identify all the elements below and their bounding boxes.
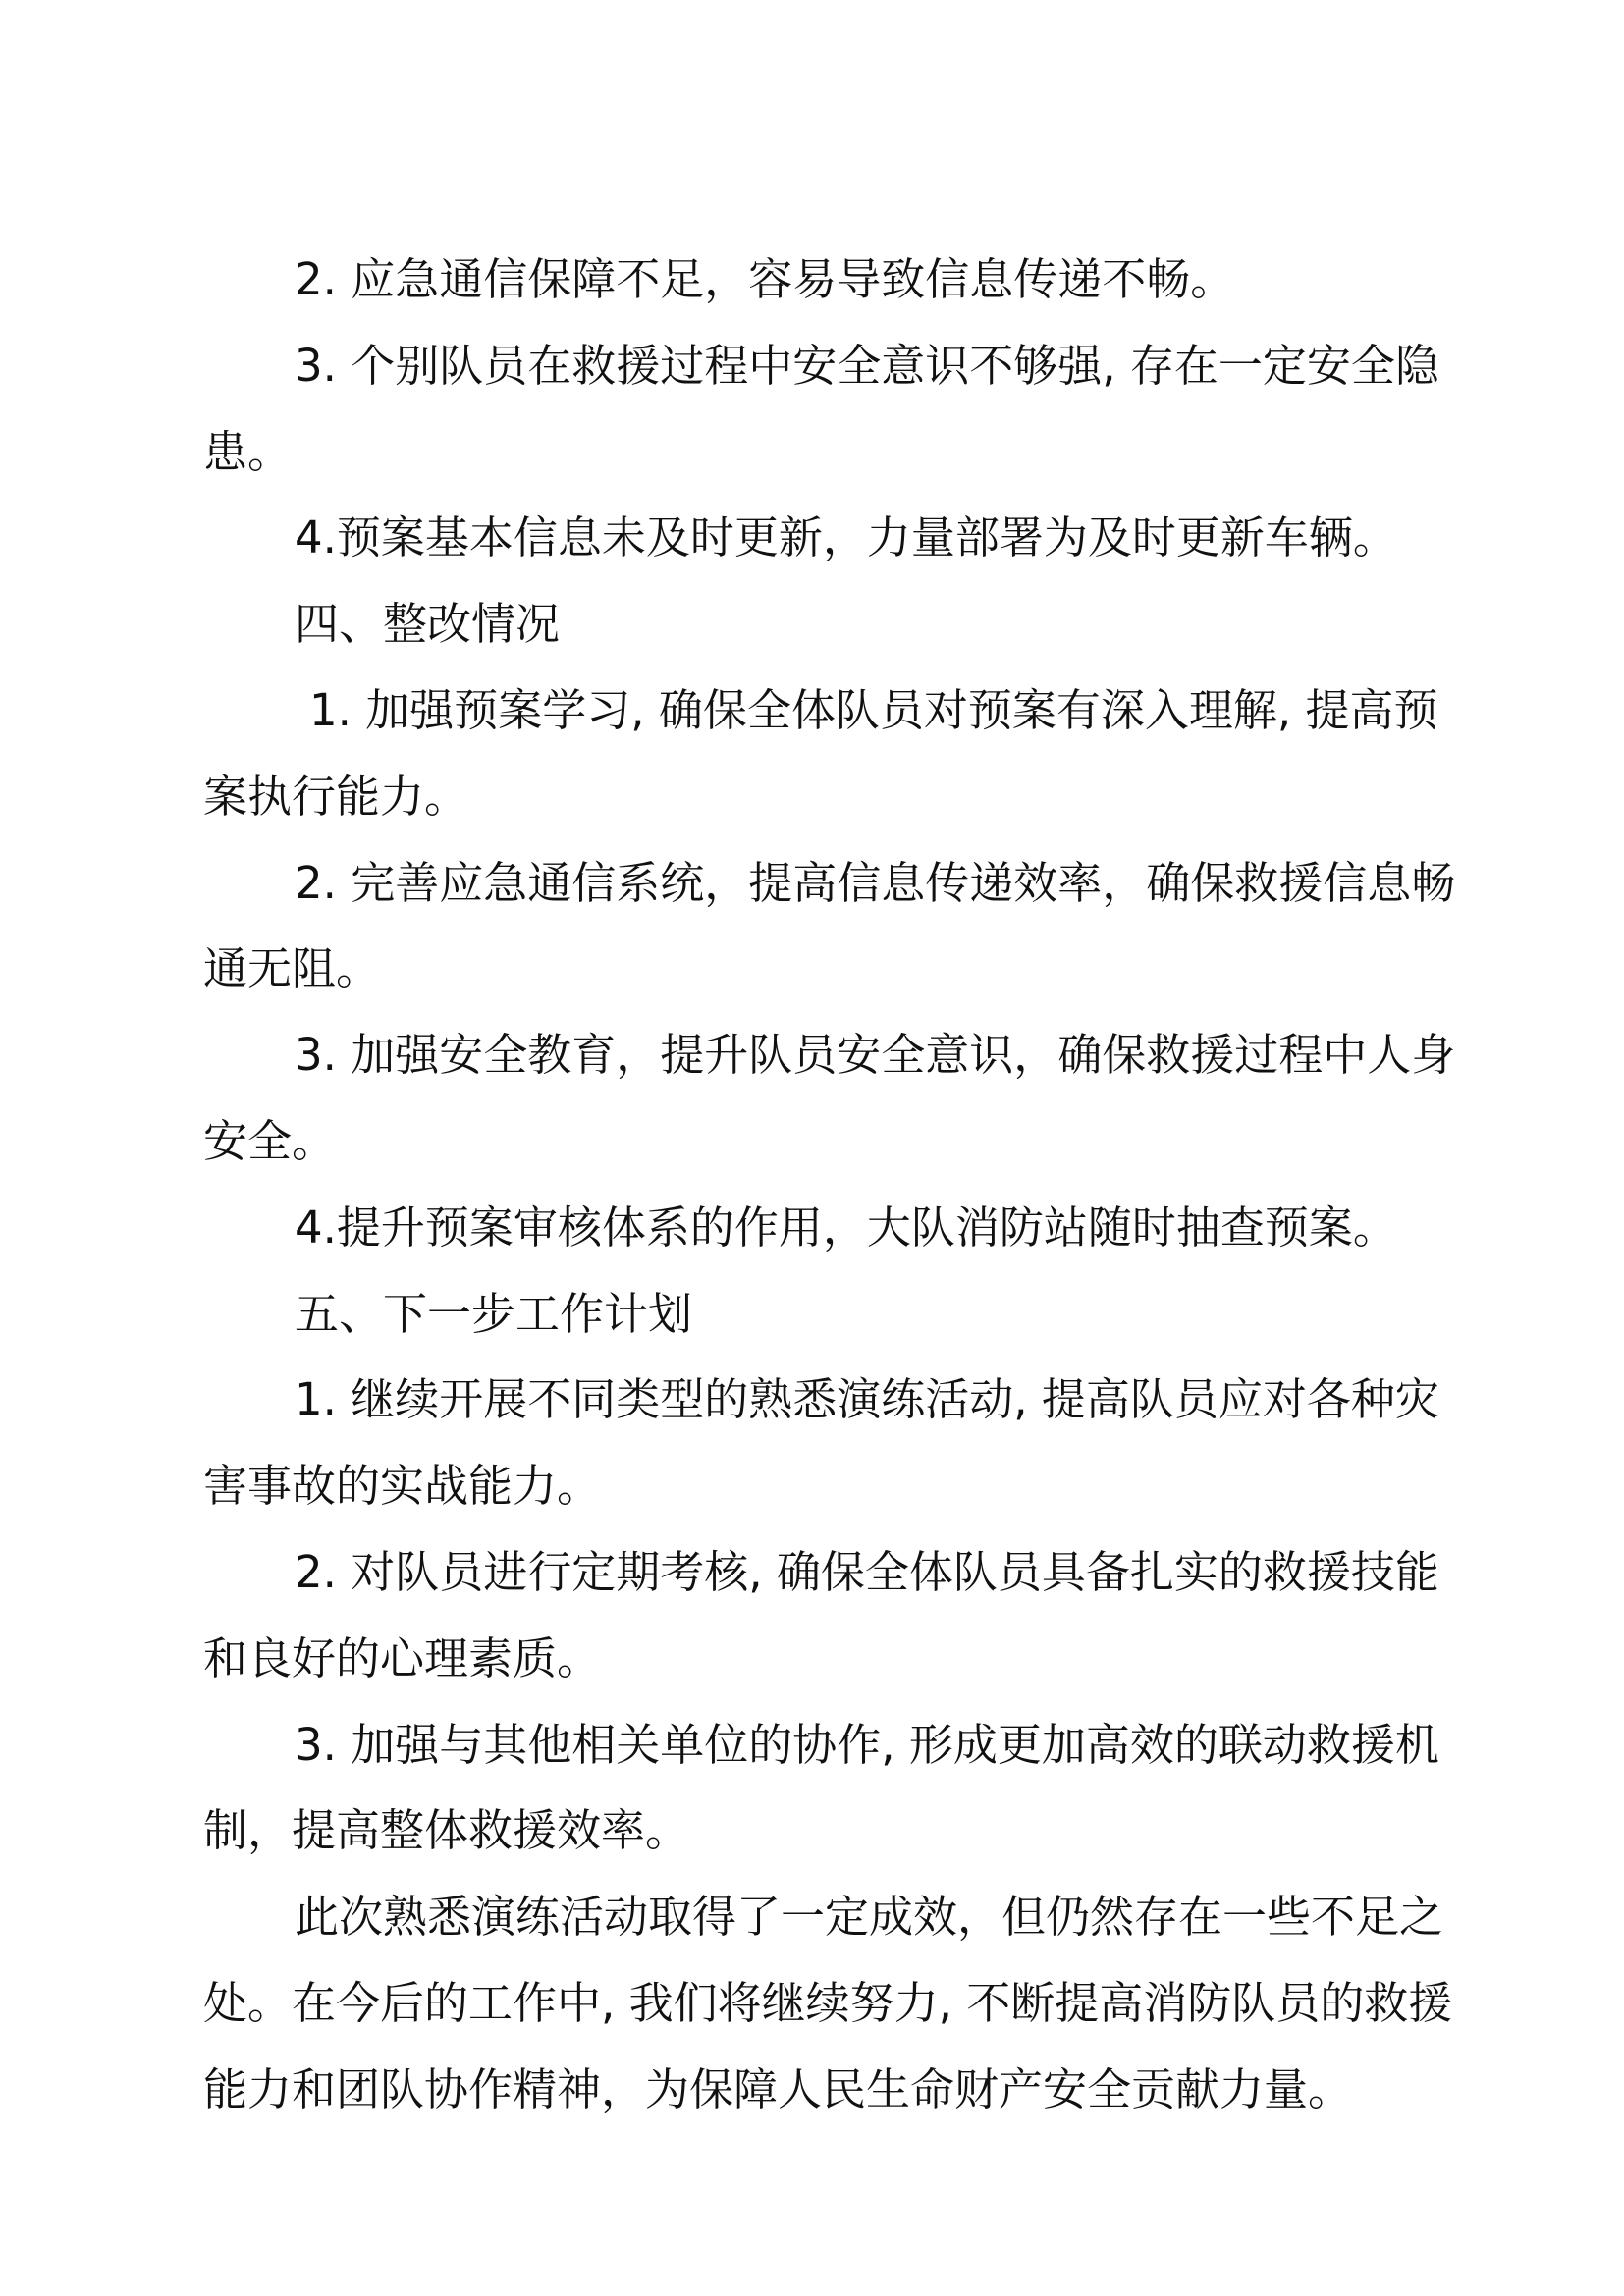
paragraph <box>203 247 1431 334</box>
text-line: 处。在今后的工作中, 我们将继续努力, 不断提高消防队员的救援 <box>203 1976 1453 2029</box>
text-line: 3. 个别队员在救援过程中安全意识不够强, 存在一定安全隐 <box>295 339 1439 392</box>
text-line: 1. 继续开展不同类型的熟悉演练活动, 提高队员应对各种灾 <box>295 1373 1439 1426</box>
paragraph <box>203 506 1431 592</box>
text-line: 案执行能力。 <box>203 770 469 823</box>
text-line: 3. 加强与其他相关单位的协作, 形成更加高效的联动救援机 <box>295 1718 1439 1771</box>
paragraph <box>203 592 1431 678</box>
text-line: 和良好的心理素质。 <box>203 1631 602 1684</box>
text-line: 1. 加强预案学习, 确保全体队员对预案有深入理解, 提高预 <box>309 683 1438 736</box>
paragraph <box>203 851 1456 1024</box>
text-line: 患。 <box>203 425 293 478</box>
text-line: 此次熟悉演练活动取得了一定成效，但仍然存在一些不足之 <box>295 1891 1444 1944</box>
text-line: 2. 完善应急通信系统，提高信息传递效率，确保救援信息畅 <box>295 856 1456 909</box>
text-line: 2. 应急通信保障不足，容易导致信息传递不畅。 <box>295 253 1235 305</box>
paragraph <box>203 1023 1456 1196</box>
text-line: 通无阻。 <box>203 942 381 995</box>
paragraph <box>203 1885 1453 2143</box>
paragraph <box>203 1367 1439 1540</box>
text-line: 五、下一步工作计划 <box>295 1287 693 1340</box>
text-line: 4.提升预案审核体系的作用，大队消防站随时抽查预案。 <box>295 1201 1397 1254</box>
text-line: 四、整改情况 <box>295 598 561 651</box>
text-line: 安全。 <box>203 1114 337 1167</box>
text-line: 制，提高整体救援效率。 <box>203 1804 690 1857</box>
text-line: 2. 对队员进行定期考核, 确保全体队员具备扎实的救援技能 <box>295 1545 1439 1598</box>
paragraph <box>203 1282 1431 1368</box>
paragraph <box>203 678 1438 851</box>
text-line: 能力和团队协作精神，为保障人民生命财产安全贡献力量。 <box>203 2062 1353 2115</box>
text-line: 4.预案基本信息未及时更新，力量部署为及时更新车辆。 <box>295 511 1397 564</box>
paragraph <box>203 1196 1431 1282</box>
paragraph <box>203 334 1439 507</box>
text-line: 害事故的实战能力。 <box>203 1460 602 1513</box>
document-page <box>203 247 1456 2144</box>
paragraph <box>203 1713 1439 1886</box>
text-line: 3. 加强安全教育，提升队员安全意识，确保救援过程中人身 <box>295 1029 1456 1082</box>
paragraph <box>203 1540 1439 1713</box>
